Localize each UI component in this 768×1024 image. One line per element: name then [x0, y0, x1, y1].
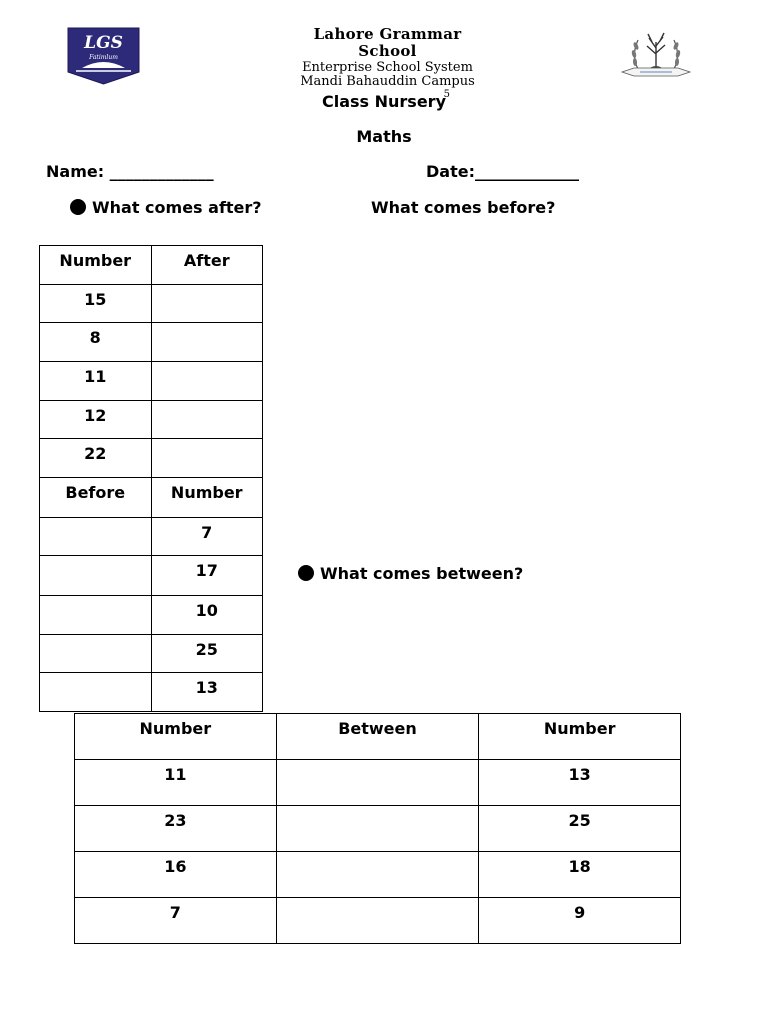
table-row: [40, 673, 263, 712]
header-cell: Number: [479, 714, 681, 760]
number-cell: 11: [40, 362, 152, 401]
table-row: [40, 596, 263, 635]
question-before: [371, 198, 555, 217]
table-row: [40, 518, 263, 556]
svg-text:LGS: LGS: [84, 33, 123, 53]
number-cell: 10: [151, 596, 263, 635]
number-cell: 16: [75, 852, 277, 898]
number-cell: 25: [151, 635, 263, 673]
answer-cell[interactable]: [276, 806, 479, 852]
number-cell: 25: [479, 806, 681, 852]
number-cell: 7: [151, 518, 263, 556]
table-header-row: [75, 714, 681, 760]
number-cell: 9: [479, 898, 681, 944]
header-cell: After: [151, 246, 263, 285]
answer-cell[interactable]: [151, 401, 263, 439]
answer-cell[interactable]: [276, 760, 479, 806]
number-cell: 13: [479, 760, 681, 806]
name-field-label: Name: _____________: [46, 162, 214, 181]
answer-cell[interactable]: [151, 285, 263, 323]
table-row: [75, 806, 681, 852]
table-row: [40, 635, 263, 673]
number-cell: 17: [151, 556, 263, 596]
answer-cell[interactable]: [151, 323, 263, 362]
table-row: [40, 285, 263, 323]
number-cell: 11: [75, 760, 277, 806]
table-row: [40, 362, 263, 401]
answer-cell[interactable]: [40, 518, 152, 556]
number-cell: 22: [40, 439, 152, 478]
number-cell: 18: [479, 852, 681, 898]
table-header-row: [40, 246, 263, 285]
table-header-row: [40, 478, 263, 518]
table-row: [40, 401, 263, 439]
answer-cell[interactable]: [40, 635, 152, 673]
table-row: [40, 556, 263, 596]
table-row: [75, 852, 681, 898]
answer-cell[interactable]: [151, 439, 263, 478]
school-name: Lahore Grammar School: [313, 25, 462, 61]
svg-text:Fatimlum: Fatimlum: [89, 54, 118, 61]
header-mark: 5: [443, 89, 450, 101]
answer-cell[interactable]: [276, 898, 479, 944]
between-table: [74, 713, 681, 944]
number-cell: 8: [40, 323, 152, 362]
campus-emblem-logo: [614, 24, 698, 82]
school-name-block: [295, 26, 480, 99]
after-before-table: [39, 245, 263, 712]
question-before-text: What comes before?: [371, 198, 556, 217]
number-cell: 13: [151, 673, 263, 712]
answer-cell[interactable]: [40, 673, 152, 712]
class-title: Class Nursery: [321, 92, 446, 111]
question-between-text: What comes between?: [320, 564, 524, 583]
answer-cell[interactable]: [276, 852, 479, 898]
header-cell: Number: [75, 714, 277, 760]
header-cell: Number: [151, 478, 263, 518]
header-cell: Number: [40, 246, 152, 285]
question-between: [298, 564, 523, 583]
question-after: [70, 198, 262, 217]
school-system: Enterprise School System: [302, 59, 473, 75]
subject-title: Maths: [356, 127, 412, 146]
answer-cell[interactable]: [151, 362, 263, 401]
campus-name: Mandi Bahauddin Campus: [300, 74, 475, 90]
question-after-text: What comes after?: [92, 198, 262, 217]
table-row: [75, 898, 681, 944]
header-cell: Between: [276, 714, 479, 760]
date-field-label: Date:_____________: [426, 162, 579, 181]
bullet-icon: [70, 199, 86, 215]
number-cell: 23: [75, 806, 277, 852]
table-row: [75, 760, 681, 806]
number-cell: 7: [75, 898, 277, 944]
lgs-logo: [66, 26, 141, 86]
number-cell: 15: [40, 285, 152, 323]
number-cell: 12: [40, 401, 152, 439]
answer-cell[interactable]: [40, 556, 152, 596]
table-row: [40, 439, 263, 478]
header-cell: Before: [40, 478, 152, 518]
table-row: [40, 323, 263, 362]
bullet-icon: [298, 565, 314, 581]
answer-cell[interactable]: [40, 596, 152, 635]
